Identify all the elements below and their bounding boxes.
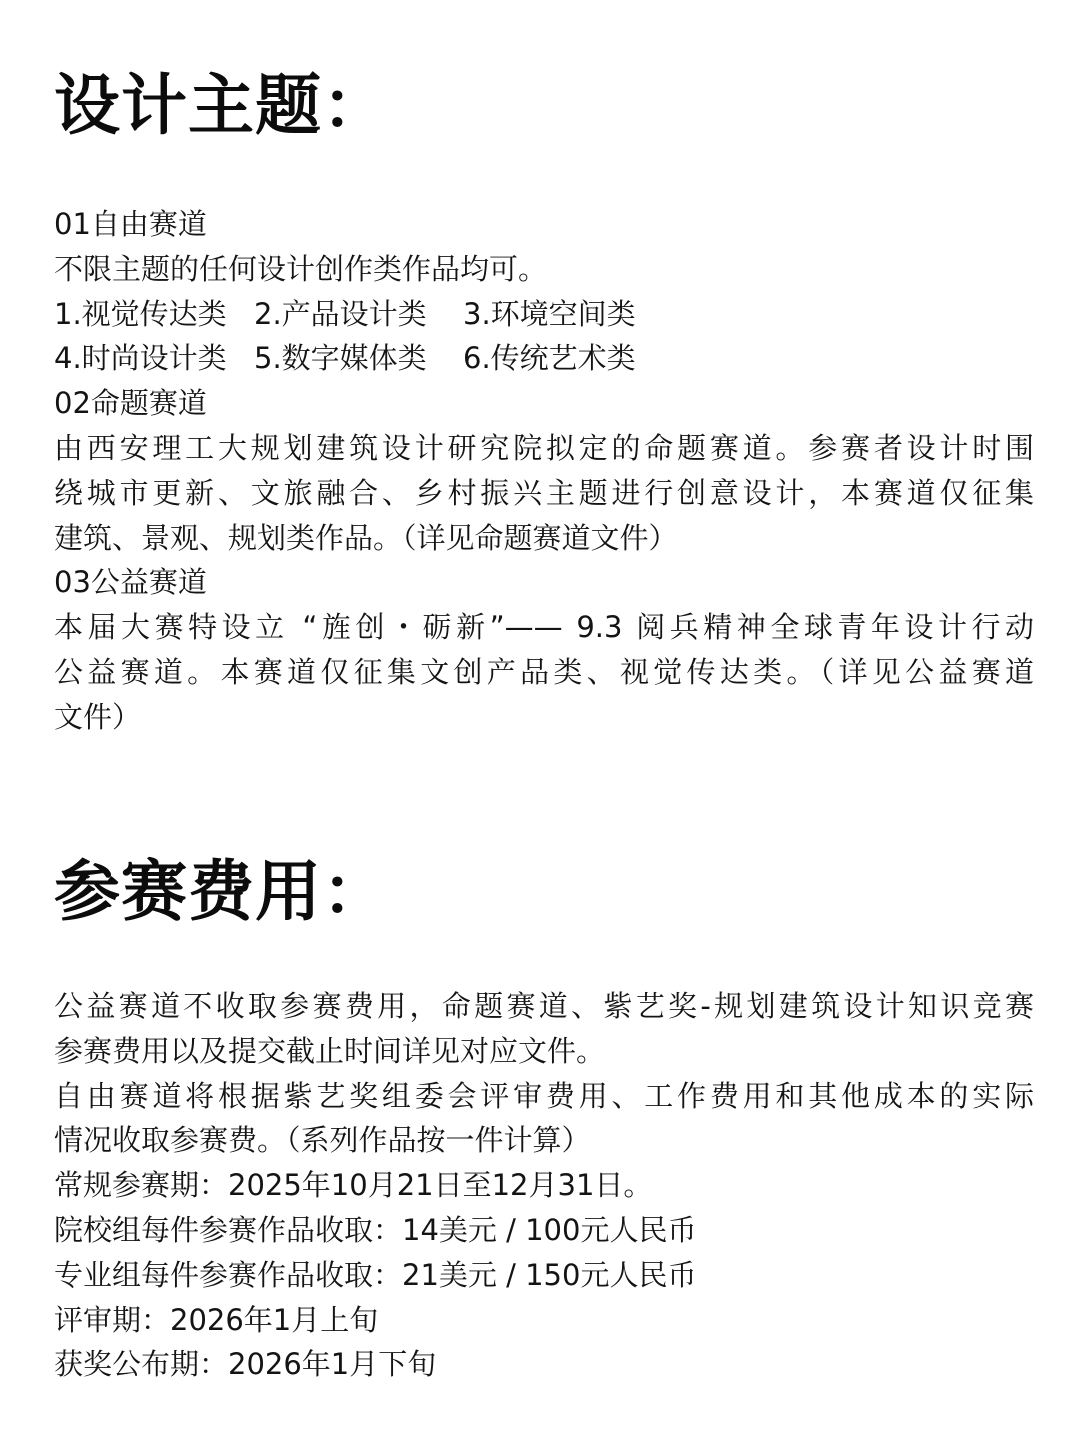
category-traditional-art: 6.传统艺术类 [463, 341, 636, 376]
design-theme-heading: 设计主题： [54, 67, 389, 144]
proposition-track-title: 02命题赛道 [54, 386, 207, 421]
college-group-fee: 院校组每件参赛作品收取：14美元 / 100元人民币 [54, 1212, 697, 1247]
design-theme-section [54, 202, 1034, 740]
category-product-design: 2.产品设计类 [254, 296, 427, 331]
public-welfare-track-title: 03公益赛道 [54, 565, 207, 600]
proposition-track-desc-line: 由西安理工大规划建筑设计研究院拟定的命题赛道。参赛者设计时围 [54, 430, 1034, 465]
fee-intro-line: 参赛费用以及提交截止时间详见对应文件。 [54, 1033, 606, 1068]
proposition-track-desc-line: 绕城市更新、文旅融合、乡村振兴主题进行创意设计，本赛道仅征集 [54, 475, 1034, 510]
regular-entry-period: 常规参赛期：2025年10月21日至12月31日。 [54, 1168, 653, 1203]
public-welfare-track-desc-line: 公益赛道。本赛道仅征集文创产品类、视觉传达类。（详见公益赛道 [54, 654, 1034, 689]
category-fashion-design: 4.时尚设计类 [54, 341, 227, 376]
category-environment-space: 3.环境空间类 [463, 296, 636, 331]
fee-intro-line: 情况收取参赛费。（系列作品按一件计算） [54, 1123, 591, 1158]
entry-fee-heading: 参赛费用： [54, 853, 389, 930]
public-welfare-track-desc-line: 本届大赛特设立 “旌创・砺新”—— 9.3 阅兵精神全球青年设计行动 [54, 610, 1034, 645]
fee-intro-line: 自由赛道将根据紫艺奖组委会评审费用、工作费用和其他成本的实际 [54, 1078, 1034, 1113]
category-digital-media: 5.数字媒体类 [254, 341, 427, 376]
free-track-description: 不限主题的任何设计创作类作品均可。 [54, 251, 548, 286]
entry-fee-section [54, 984, 1034, 1387]
category-row-2 [54, 336, 1034, 381]
category-row-1 [54, 292, 1034, 337]
review-period: 评审期：2026年1月上旬 [54, 1302, 379, 1337]
free-track-title: 01自由赛道 [54, 207, 207, 241]
category-visual-communication: 1.视觉传达类 [54, 296, 227, 331]
proposition-track-desc-line: 建筑、景观、规划类作品。（详见命题赛道文件） [54, 520, 678, 555]
fee-intro-line: 公益赛道不收取参赛费用，命题赛道、紫艺奖-规划建筑设计知识竞赛 [54, 989, 1034, 1023]
award-announcement-period: 获奖公布期：2026年1月下旬 [54, 1347, 437, 1382]
professional-group-fee: 专业组每件参赛作品收取：21美元 / 150元人民币 [54, 1257, 697, 1292]
public-welfare-track-desc-line: 文件） [54, 699, 142, 734]
